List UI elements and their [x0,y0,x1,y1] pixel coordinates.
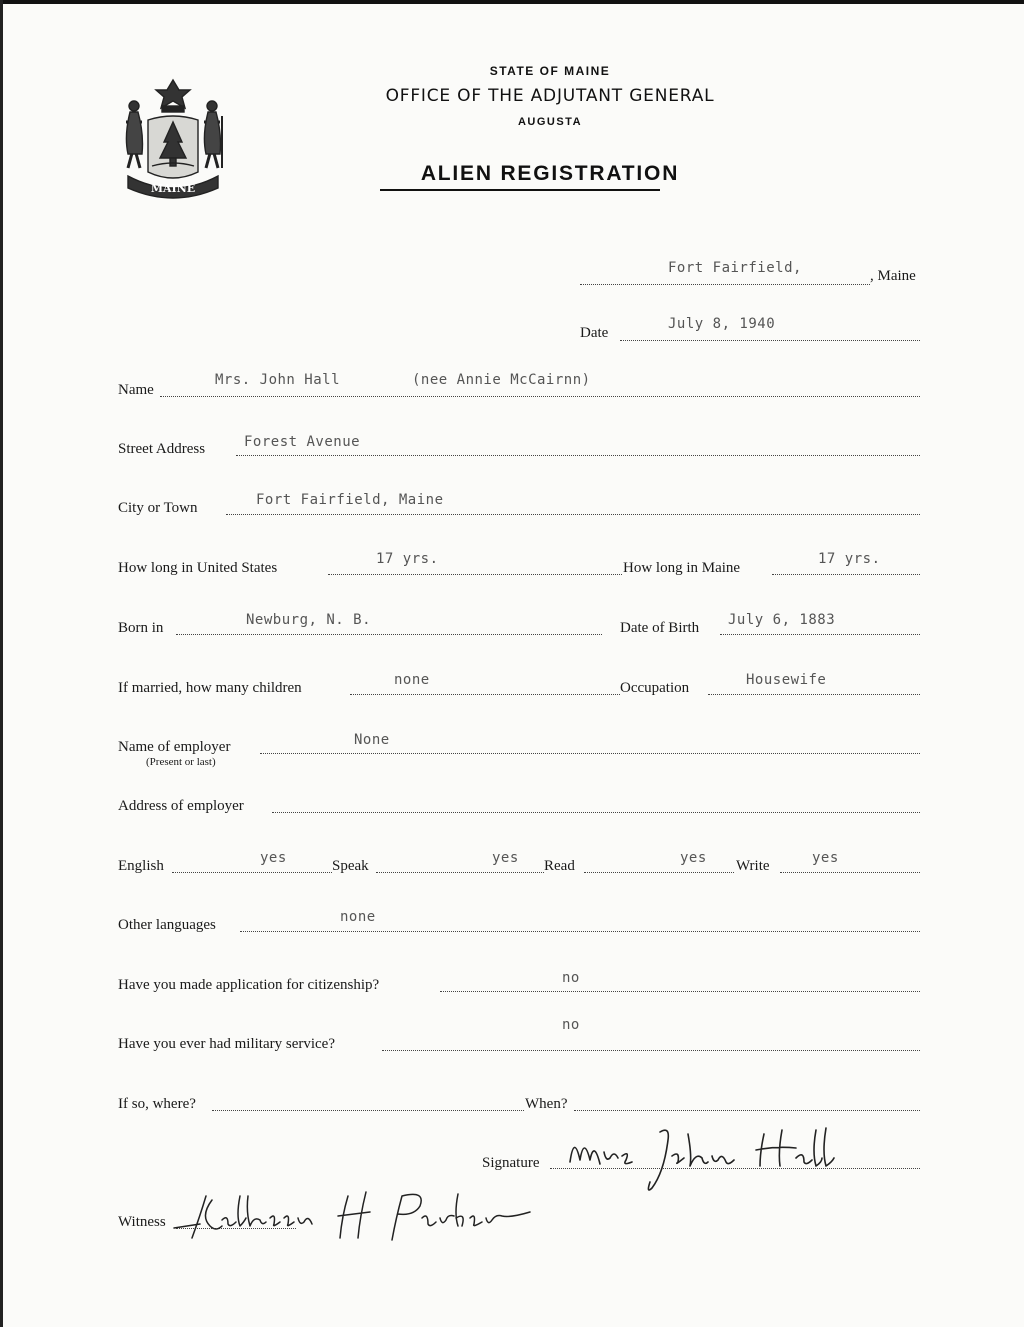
street-address-label: Street Address [118,441,206,457]
employer-address-line [272,812,920,813]
english-label: English [118,858,164,874]
read-label: Read [544,858,575,874]
witness-label: Witness [118,1214,166,1230]
name-value: Mrs. John Hall [215,372,341,388]
english-line [172,872,332,873]
read-value: yes [680,850,707,866]
place-line [580,284,870,285]
write-value: yes [812,850,839,866]
children-label: If married, how many children [118,680,302,696]
birth-date-label: Date of Birth [620,620,700,636]
english-value: yes [260,850,287,866]
state-seal-icon [118,76,228,204]
birth-date-line [720,634,920,635]
header-city: AUGUSTA [517,116,583,128]
employer-value: None [354,732,390,748]
date-value: July 8, 1940 [668,316,776,332]
born-in-label: Born in [118,620,164,636]
military-value: no [562,1017,580,1033]
write-line [780,872,920,873]
signature-handwriting [560,1122,870,1202]
children-value: none [394,672,430,688]
other-languages-label: Other languages [118,917,216,933]
employer-address-label: Address of employer [118,798,244,814]
city-label: City or Town [118,500,198,516]
children-line [350,694,620,695]
street-address-line [236,455,920,456]
when-line [574,1110,920,1111]
occupation-label: Occupation [620,680,690,696]
employer-sublabel: (Present or last) [146,756,216,768]
occupation-line [708,694,920,695]
us-duration-line [328,574,622,575]
other-languages-line [240,931,920,932]
maine-duration-value: 17 yrs. [818,551,881,567]
maine-duration-label: How long in Maine [623,560,741,576]
speak-value: yes [492,850,519,866]
military-line [382,1050,920,1051]
maine-duration-line [772,574,920,575]
maiden-name-value: (nee Annie McCairnn) [412,372,591,388]
military-label: Have you ever had military service? [118,1036,335,1052]
employer-label: Name of employer [118,739,231,755]
date-line [620,340,920,341]
svg-text:MAINE: MAINE [150,182,196,195]
employer-line [260,753,920,754]
scan-border-top [0,0,1024,4]
speak-line [376,872,544,873]
citizenship-label: Have you made application for citizenship? [118,977,380,993]
where-label: If so, where? [118,1096,196,1112]
birth-date-value: July 6, 1883 [728,612,836,628]
write-label: Write [736,858,770,874]
occupation-value: Housewife [746,672,827,688]
title-underline [380,189,660,191]
born-in-line [176,634,602,635]
us-duration-label: How long in United States [118,560,278,576]
speak-label: Speak [332,858,369,874]
us-duration-value: 17 yrs. [376,551,439,567]
born-in-value: Newburg, N. B. [246,612,372,628]
citizenship-value: no [562,970,580,986]
when-label: When? [525,1096,568,1112]
other-languages-value: none [340,909,376,925]
read-line [584,872,734,873]
place-suffix: , Maine [870,268,916,284]
form-title: ALIEN REGISTRATION [420,162,680,185]
scan-border-left [0,0,3,1327]
witness-signature-handwriting [170,1182,540,1252]
citizenship-line [440,991,920,992]
signature-label: Signature [482,1155,540,1171]
name-line [160,396,920,397]
date-label: Date [580,325,609,341]
city-value: Fort Fairfield, Maine [256,492,444,508]
street-address-value: Forest Avenue [244,434,361,450]
city-line [226,514,920,515]
where-line [212,1110,524,1111]
name-label: Name [118,382,154,398]
header-office: OFFICE OF THE ADJUTANT GENERAL [385,86,715,106]
header-state: STATE OF MAINE [489,64,611,78]
place-value: Fort Fairfield, [668,260,802,276]
